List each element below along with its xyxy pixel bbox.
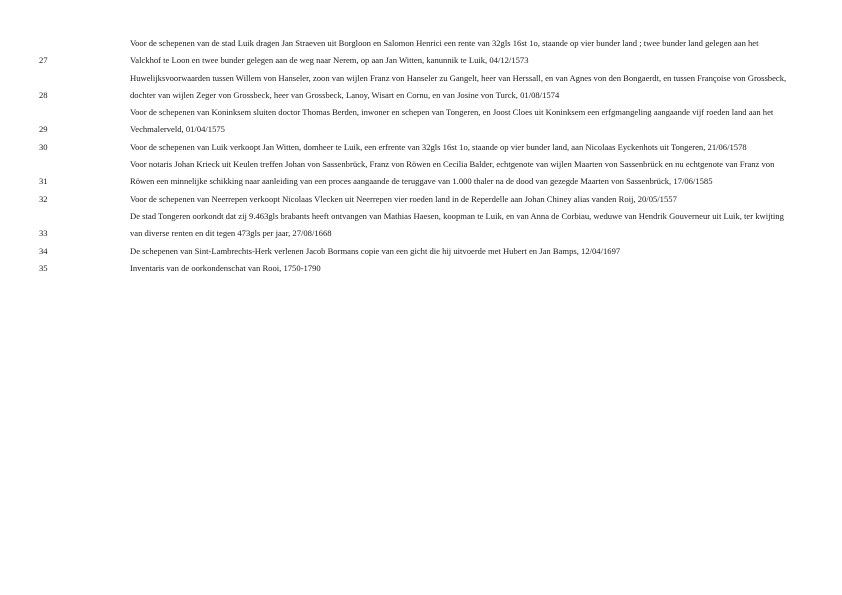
inventory-entry bbox=[0, 191, 842, 208]
entry-number: 27 bbox=[39, 55, 48, 66]
entry-description: Huwelijksvoorwaarden tussen Willem von Hanseler, zoon van wijlen Franz von Hanseler zu Gangelt, heer van Herssall, en van Agnes von den Bongaerdt, en tussen Françoise von Grossbeck, dochter van wijlen Zeger von Grossbeck, heer van Grossbeck, Lanoy, Wisart en Cornu, en van Josine von Turck, 01/08/1574 bbox=[130, 72, 787, 100]
entry-description: Voor de schepenen van Koninksem sluiten doctor Thomas Berden, inwoner en schepen van Tongeren, en Joost Cloes uit Koninksem een erfgmangeling aangaande vijf roeden land aan het Vechmalerveld, 01/04/1575 bbox=[130, 107, 774, 135]
inventory-entry bbox=[0, 156, 842, 191]
entry-number: 32 bbox=[39, 193, 48, 204]
inventory-entry bbox=[0, 35, 842, 70]
inventory-entry bbox=[0, 139, 842, 156]
entry-description: Voor notaris Johan Krieck uit Keulen treffen Johan von Sassenbrück, Franz von Röwen en Cecilia Balder, echtgenote van wijlen Maarten von Sassenbrück en nu echtgenote van Franz von Röwen een minnelijke schikking naar aanleiding van een proces aangaande de teruggave van 1.000 thaler na de dood van gezegde Maarten von Sassenbrück, 17/06/1585 bbox=[130, 159, 775, 187]
entry-number: 28 bbox=[39, 89, 48, 100]
entry-description: Inventaris van de oorkondenschat van Rooi, 1750-1790 bbox=[130, 262, 321, 273]
inventory-entry bbox=[0, 104, 842, 139]
entry-number: 31 bbox=[39, 176, 48, 187]
entry-number: 34 bbox=[39, 245, 48, 256]
inventory-entry bbox=[0, 70, 842, 105]
entry-description: Voor de schepenen van Luik verkoopt Jan Witten, domheer te Luik, een erfrente van 32gls 16st 1o, staande op vier bunder land, aan Nicolaas Eyckenhots uit Tongeren, 21/06/1578 bbox=[130, 141, 747, 152]
entry-number: 30 bbox=[39, 141, 48, 152]
entry-number: 35 bbox=[39, 262, 48, 273]
inventory-entry bbox=[0, 260, 842, 277]
entry-number: 33 bbox=[39, 228, 48, 239]
entry-description: De stad Tongeren oorkondt dat zij 9.463gls brabants heeft ontvangen van Mathias Haesen, koopman te Luik, en van Anna de Corbiau, weduwe van Hendrik Gouverneur uit Luik, ter kwijting van diverse renten en dit tegen 473gls per jaar, 27/08/1668 bbox=[130, 210, 784, 239]
entry-description: De schepenen van Sint-Lambrechts-Herk verlenen Jacob Bormans copie van een gicht die hij uitvoerde met Hubert en Jan Bamps, 12/04/1697 bbox=[130, 245, 621, 256]
entry-description: Voor de schepenen van Neerrepen verkoopt Nicolaas Vlecken uit Neerrepen vier roeden land in de Reperdelle aan Johan Chiney alias vanden Roij, 20/05/1557 bbox=[130, 193, 677, 204]
inventory-entry bbox=[0, 208, 842, 243]
inventory-list bbox=[0, 35, 842, 277]
entry-description: Voor de schepenen van de stad Luik dragen Jan Straeven uit Borgloon en Salomon Henrici een rente van 32gls 16st 1o, staande op vier bunder land ; twee bunder land gelegen aan het Valckhof te Loon en twee bunder gelegen aan de weg naar Nerem, op aan Jan Witten, kanunnik te Luik, 04/12/1573 bbox=[130, 38, 759, 66]
inventory-entry bbox=[0, 243, 842, 260]
entry-number: 29 bbox=[39, 124, 48, 135]
